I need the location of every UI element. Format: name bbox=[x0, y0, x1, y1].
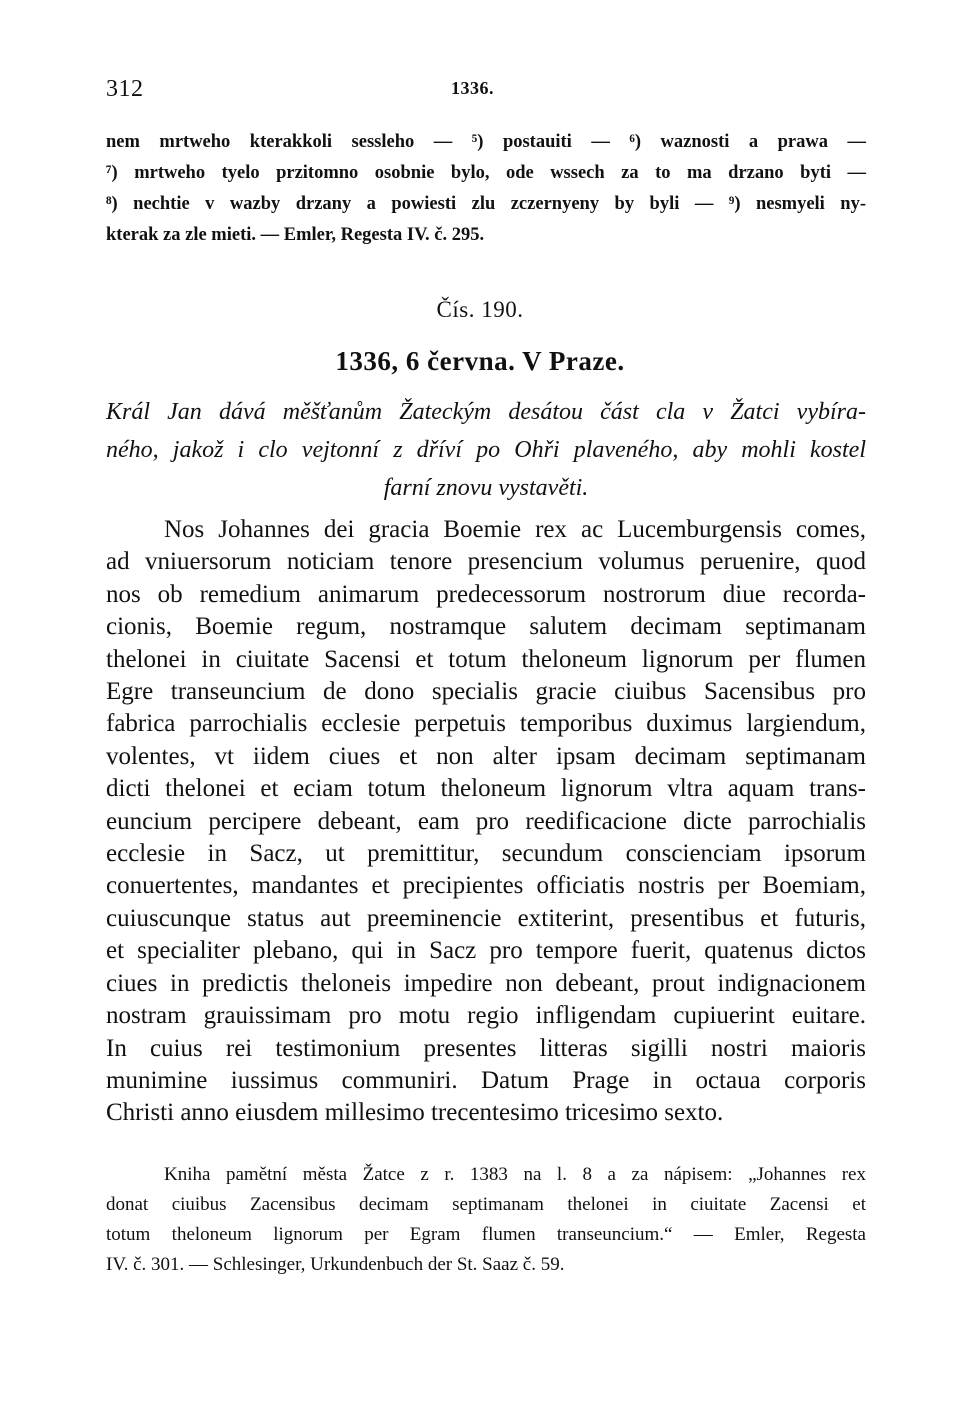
regest-line: farní znovu vystavěti. bbox=[383, 475, 589, 501]
text-line: cionis, Boemie regum, nostramque salutem decimam septimanam bbox=[106, 613, 866, 641]
text-line: cuiuscunque status aut preeminencie extiterint, presentibus et futuris, bbox=[106, 904, 866, 932]
text-line: thelonei in ciuitate Sacensi et totum theloneum lignorum per flumen bbox=[106, 645, 866, 673]
text-line: Nos Johannes dei gracia Boemie rex ac Lucemburgensis comes, bbox=[164, 516, 866, 543]
text-line: conuertentes, mandantes et precipientes officiatis nostris per Boemiam, bbox=[106, 872, 866, 900]
footnote-line: kterak za zle mieti. — Emler, Regesta IV. č. 295. bbox=[106, 225, 485, 245]
footnote-line: nem mrtweho kterakkoli sessleho — ⁵) postauiti — ⁶) waznosti a prawa — bbox=[106, 132, 866, 152]
source-note-line: Kniha pamětní města Žatce z r. 1383 na l. 8 a za nápisem: „Johannes rex bbox=[164, 1164, 866, 1185]
text-line: euncium percipere debeant, eam pro reedificacione dicte parrochialis bbox=[106, 807, 866, 835]
running-head bbox=[106, 76, 866, 106]
text-line: dicti thelonei et eciam totum theloneum lignorum vltra aquam trans- bbox=[106, 775, 866, 803]
text-line: nos ob remedium animarum predecessorum nostrorum diue recorda- bbox=[106, 580, 866, 608]
text-line: et specialiter plebano, qui in Sacz pro tempore fuerit, quatenus dictos bbox=[106, 937, 866, 965]
page-number: 312 bbox=[106, 76, 144, 102]
document-regest bbox=[106, 393, 866, 507]
regest-line: ného, jakož i clo vejtonní z dříví po Ohři plaveného, aby mohli kostel bbox=[106, 437, 866, 463]
document-number: Čís. 190. bbox=[436, 297, 524, 322]
footnotes-previous-document bbox=[106, 127, 866, 251]
footnote-line: ⁸) nechtie v wazby drzany a powiesti zlu zczernyeny by byli — ⁹) nesmyeli ny- bbox=[106, 194, 866, 214]
text-line: Egre transeuncium de dono specialis gracie ciuibus Sacensibus pro bbox=[106, 678, 866, 706]
running-head-year: 1336. bbox=[451, 78, 494, 98]
text-line: munimine iussimus communiri. Datum Prage in octaua corporis bbox=[106, 1066, 866, 1094]
source-note-line: donat ciuibus Zacensibus decimam septimanam thelonei in ciuitate Zacensi et bbox=[106, 1194, 866, 1215]
regest-line: Král Jan dává měšťanům Žateckým desátou část cla v Žatci vybíra- bbox=[106, 399, 866, 425]
text-line: ad vniuersorum noticiam tenore presencium volumus peruenire, quod bbox=[106, 548, 866, 576]
source-notes bbox=[106, 1160, 866, 1280]
document-latin-text bbox=[106, 514, 866, 1130]
text-line: nostram grauissimam pro motu regio infligendam cupiuerint euitare. bbox=[106, 1002, 866, 1030]
footnote-line: ⁷) mrtweho tyelo przitomno osobnie bylo, ode wssech za to ma drzano byti — bbox=[106, 163, 866, 183]
text-line: ecclesie in Sacz, ut premittitur, secundum conscienciam ipsorum bbox=[106, 840, 866, 868]
document-date-place: 1336, 6 června. V Praze. bbox=[335, 346, 625, 376]
text-line: ciues in predictis theloneis impedire non debeant, prout indignacionem bbox=[106, 969, 866, 997]
text-line: volentes, vt iidem ciues et non alter ipsam decimam septimanam bbox=[106, 742, 866, 770]
text-line: Christi anno eiusdem millesimo trecentesimo tricesimo sexto. bbox=[106, 1099, 724, 1127]
source-note-line: totum theloneum lignorum per Egram flumen transeuncium.“ — Emler, Regesta bbox=[106, 1224, 866, 1245]
source-note-line: IV. č. 301. — Schlesinger, Urkundenbuch der St. Saaz č. 59. bbox=[106, 1254, 565, 1275]
text-line: fabrica parrochialis ecclesie perpetuis temporibus duximus largiendum, bbox=[106, 710, 866, 738]
text-line: In cuius rei testimonium presentes litteras sigilli nostri maioris bbox=[106, 1034, 866, 1062]
